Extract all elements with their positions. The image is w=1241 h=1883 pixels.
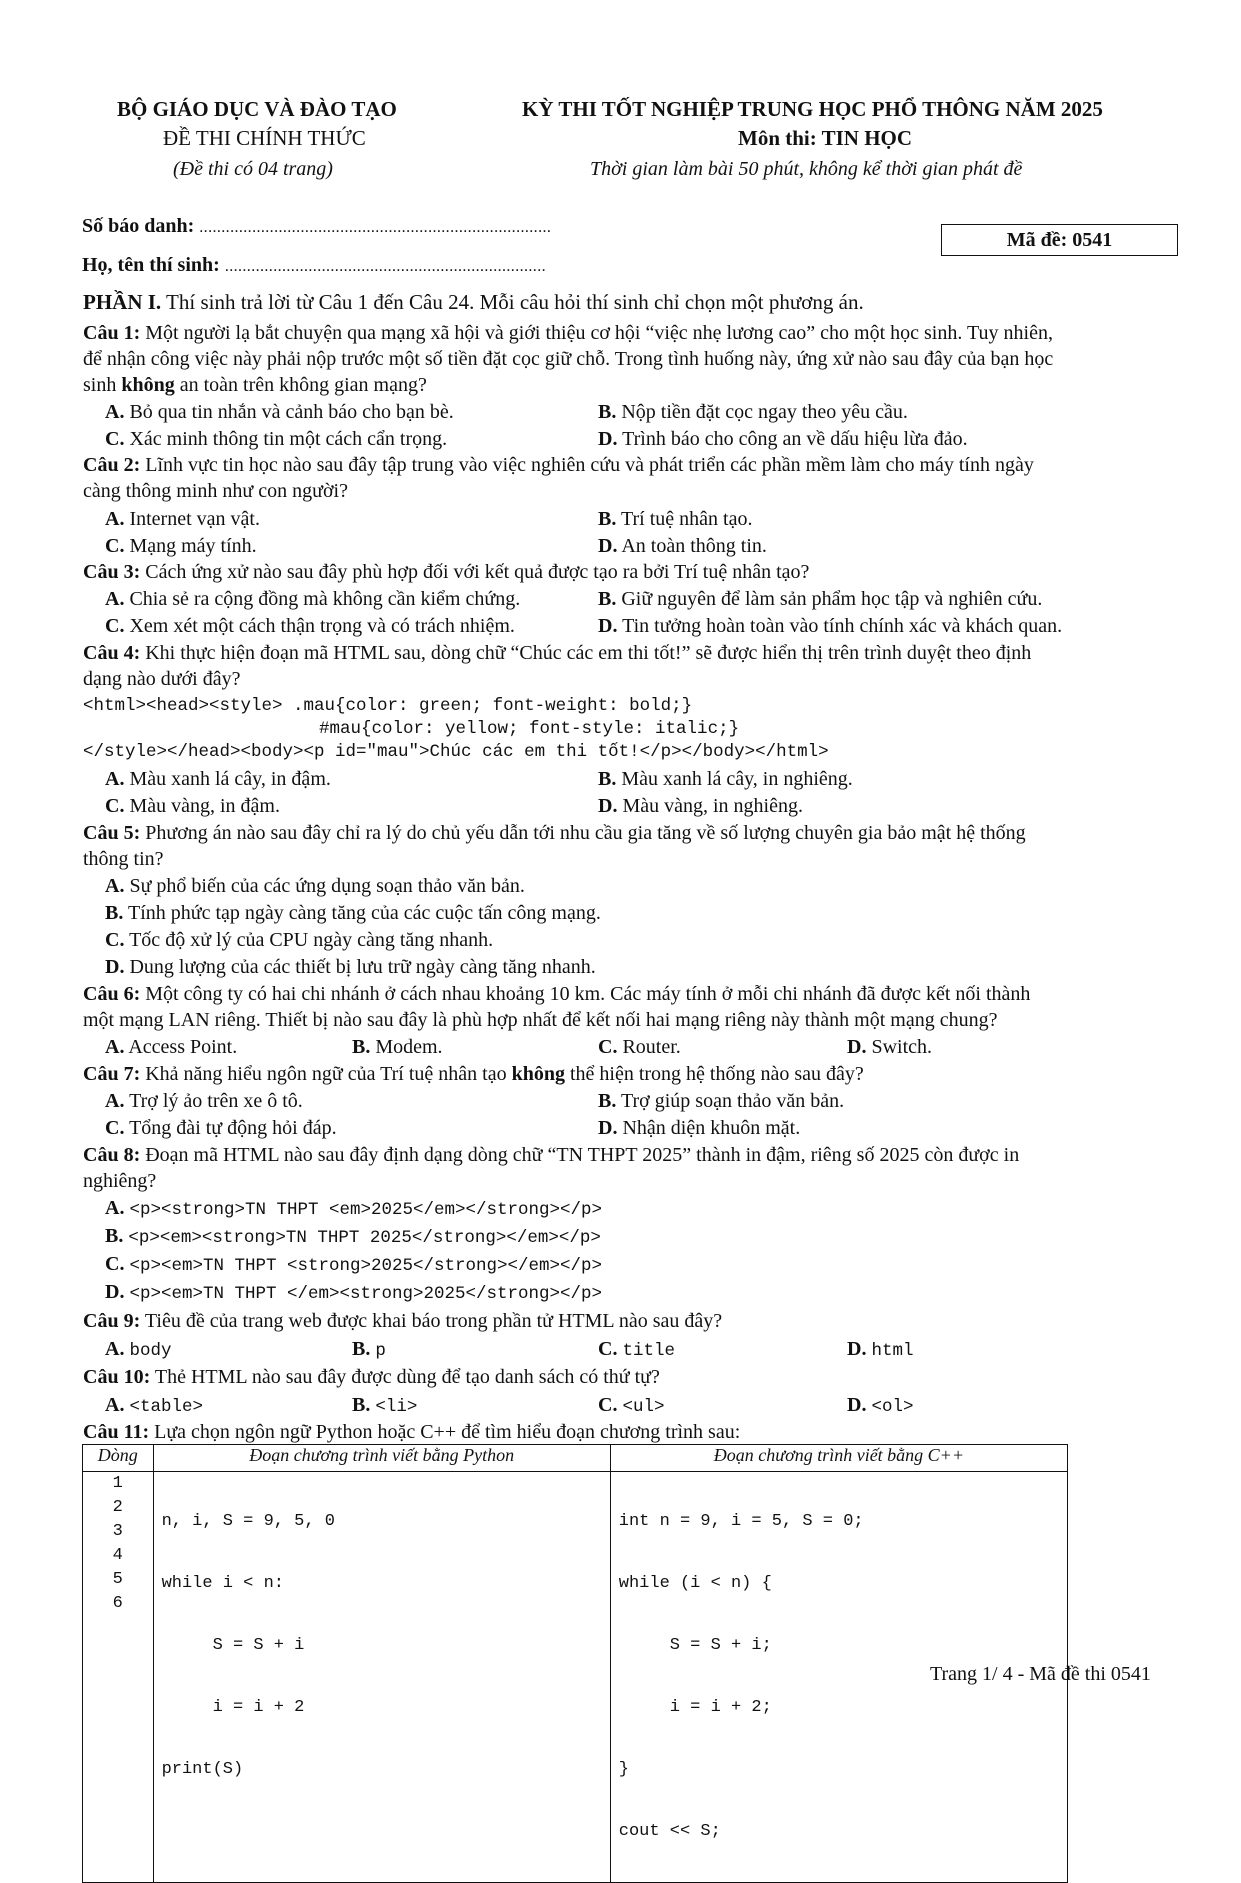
official-label: ĐỀ THI CHÍNH THỨC <box>163 126 366 150</box>
q2-b-text: Trí tuệ nhân tạo. <box>620 508 753 530</box>
q1-line1 <box>83 322 1053 345</box>
q1-option-c <box>105 428 447 451</box>
q10-option-d <box>847 1394 913 1417</box>
q7-d-text: Nhận diện khuôn mặt. <box>622 1117 801 1139</box>
letter-b: B. <box>352 1338 371 1360</box>
q3-b-text: Giữ nguyên để làm sản phẩm học tập và nghiên cứu. <box>621 588 1043 610</box>
q9-option-c <box>598 1338 675 1361</box>
q1-text3b: không <box>121 374 175 396</box>
letter-b: B. <box>105 902 124 924</box>
q6-option-a <box>105 1036 237 1059</box>
q1-c-text: Xác minh thông tin một cách cẩn trọng. <box>129 428 448 450</box>
q8-line2: nghiêng? <box>83 1170 157 1192</box>
q2-option-d <box>598 535 767 558</box>
q1-line3 <box>83 374 427 397</box>
q5-label: Câu 5: <box>83 822 141 844</box>
q4-text1: Khi thực hiện đoạn mã HTML sau, dòng chữ “Chúc các em thi tốt!” sẽ được hiển thị trên trình duyệt theo định <box>140 642 1032 664</box>
letter-d: D. <box>847 1394 867 1416</box>
letter-c: C. <box>105 535 125 557</box>
q6-b-text: Modem. <box>375 1036 443 1058</box>
page-footer: Trang 1/ 4 - Mã đề thi 0541 <box>930 1663 1151 1685</box>
subject-line: Môn thi: TIN HỌC <box>738 126 913 150</box>
q4-option-a <box>105 768 331 791</box>
python-code-cell <box>153 1472 610 1883</box>
q10-b-text: <li> <box>375 1397 418 1417</box>
q3-option-d <box>598 615 1062 638</box>
code-table-header <box>83 1445 1068 1472</box>
exam-title: KỲ THI TỐT NGHIỆP TRUNG HỌC PHỔ THÔNG NĂM 2025 <box>522 97 1103 121</box>
q8-b-text: <p><em><strong>TN THPT 2025</strong></em></p> <box>128 1228 601 1248</box>
python-code-line: print(S) <box>161 1760 244 1779</box>
cpp-code-line: while (i < n) { <box>618 1574 772 1593</box>
q5-option-b <box>105 902 601 925</box>
python-code-line: i = i + 2 <box>161 1698 305 1717</box>
q10-line1 <box>83 1366 660 1389</box>
q9-b-text: p <box>375 1341 386 1361</box>
q7-c-text: Tổng đài tự động hỏi đáp. <box>129 1117 337 1139</box>
q5-option-a <box>105 875 525 898</box>
name-label: Họ, tên thí sinh: <box>82 254 220 276</box>
cpp-code-line: } <box>618 1760 629 1779</box>
sbd-line <box>82 215 551 238</box>
q2-line2: càng thông minh như con người? <box>83 480 348 502</box>
letter-d: D. <box>105 956 125 978</box>
q7-option-d <box>598 1117 800 1140</box>
letter-a: A. <box>105 875 125 897</box>
q7-option-c <box>105 1117 337 1140</box>
q4-code-line2: #mau{color: yellow; font-style: italic;} <box>319 719 740 739</box>
q4-code-line1: <html><head><style> .mau{color: green; font-weight: bold;} <box>83 696 693 716</box>
q4-b-text: Màu xanh lá cây, in nghiêng. <box>621 768 853 790</box>
python-code-line: while i < n: <box>161 1574 284 1593</box>
letter-b: B. <box>105 1225 124 1247</box>
letter-b: B. <box>352 1394 371 1416</box>
q8-option-d <box>105 1281 602 1304</box>
line-number: 6 <box>112 1594 123 1613</box>
q7-a-text: Trợ lý ảo trên xe ô tô. <box>129 1090 303 1112</box>
q6-option-b <box>352 1036 443 1059</box>
q7-option-b <box>598 1090 844 1113</box>
q11-label: Câu 11: <box>83 1421 150 1443</box>
q10-d-text: <ol> <box>871 1397 914 1417</box>
q2-text1: Lĩnh vực tin học nào sau đây tập trung vào việc nghiên cứu và phát triển các phần mềm làm cho máy tính ngày <box>140 454 1034 476</box>
q2-option-c <box>105 535 257 558</box>
q6-c-text: Router. <box>622 1036 681 1058</box>
q2-line1 <box>83 454 1034 477</box>
q3-text1: Cách ứng xử nào sau đây phù hợp đối với kết quả được tạo ra bởi Trí tuệ nhân tạo? <box>140 561 810 583</box>
q1-option-d <box>598 428 968 451</box>
letter-a: A. <box>105 768 125 790</box>
code-table-body <box>83 1472 1068 1883</box>
q3-option-b <box>598 588 1042 611</box>
python-code-line: S = S + i <box>161 1636 305 1655</box>
q9-option-d <box>847 1338 913 1361</box>
line-number: 3 <box>112 1522 123 1541</box>
q5-b-text: Tính phức tạp ngày càng tăng của các cuộc tấn công mạng. <box>127 902 601 924</box>
letter-a: A. <box>105 401 125 423</box>
letter-d: D. <box>105 1281 125 1303</box>
letter-d: D. <box>847 1036 867 1058</box>
q1-a-text: Bỏ qua tin nhắn và cảnh báo cho bạn bè. <box>129 401 454 423</box>
q4-option-d <box>598 795 803 818</box>
q4-label: Câu 4: <box>83 642 141 664</box>
q8-option-c <box>105 1253 602 1276</box>
q10-label: Câu 10: <box>83 1366 151 1388</box>
q2-option-a <box>105 508 260 531</box>
q5-line2: thông tin? <box>83 848 164 870</box>
q3-d-text: Tin tưởng hoàn toàn vào tính chính xác và khách quan. <box>622 615 1063 637</box>
ministry-name: BỘ GIÁO DỤC VÀ ĐÀO TẠO <box>117 97 397 121</box>
letter-b: B. <box>598 401 617 423</box>
line-number-cell <box>83 1472 154 1883</box>
python-code-line <box>162 1820 602 1844</box>
q8-a-text: <p><strong>TN THPT <em>2025</em></strong></p> <box>129 1200 603 1220</box>
q6-line2: một mạng LAN riêng. Thiết bị nào sau đây là phù hợp nhất để kết nối hai mạng riêng này thành một mạng chung? <box>83 1009 998 1031</box>
q1-text1: Một người lạ bắt chuyện qua mạng xã hội và giới thiệu cơ hội “việc nhẹ lương cao” cho một học sinh. Tuy nhiên, <box>140 322 1053 344</box>
col-line-header: Dòng <box>83 1445 154 1472</box>
exam-code-box: Mã đề: 0541 <box>941 224 1178 256</box>
q1-option-b <box>598 401 908 424</box>
letter-b: B. <box>598 588 617 610</box>
q7-line1 <box>83 1063 864 1086</box>
q10-a-text: <table> <box>129 1397 203 1417</box>
line-number: 4 <box>112 1546 123 1565</box>
q3-a-text: Chia sẻ ra cộng đồng mà không cần kiểm chứng. <box>129 588 521 610</box>
q8-c-text: <p><em>TN THPT <strong>2025</strong></em></p> <box>129 1256 603 1276</box>
q1-line2: để nhận công việc này phải nộp trước một số tiền đặt cọc giữ chỗ. Trong tình huống này, ứng xử nào sau đây của bạn học <box>83 348 1054 370</box>
q10-c-text: <ul> <box>622 1397 665 1417</box>
q6-option-c <box>598 1036 681 1059</box>
letter-b: B. <box>598 768 617 790</box>
q4-option-b <box>598 768 853 791</box>
col-python-header: Đoạn chương trình viết bằng Python <box>153 1445 610 1472</box>
q4-d-text: Màu vàng, in nghiêng. <box>622 795 803 817</box>
q1-label: Câu 1: <box>83 322 141 344</box>
q6-line1 <box>83 983 1030 1006</box>
cpp-code-line: i = i + 2; <box>618 1698 772 1717</box>
q9-label: Câu 9: <box>83 1310 141 1332</box>
q9-c-text: title <box>622 1341 675 1361</box>
q8-text1: Đoạn mã HTML nào sau đây định dạng dòng chữ “TN THPT 2025” thành in đậm, riêng số 2025 còn được in <box>140 1144 1020 1166</box>
name-dots: ......................................................................... <box>224 258 547 275</box>
q11-code-table <box>82 1444 1068 1883</box>
q8-label: Câu 8: <box>83 1144 141 1166</box>
q8-line1 <box>83 1144 1019 1167</box>
letter-c: C. <box>598 1338 618 1360</box>
q1-d-text: Trình báo cho công an về dấu hiệu lừa đảo. <box>622 428 968 450</box>
q4-line1 <box>83 642 1031 665</box>
q7-b-text: Trợ giúp soạn thảo văn bản. <box>620 1090 845 1112</box>
q7-text1c: thể hiện trong hệ thống nào sau đây? <box>564 1063 864 1085</box>
q3-line1 <box>83 561 809 584</box>
letter-d: D. <box>598 615 618 637</box>
q9-option-a <box>105 1338 171 1361</box>
letter-d: D. <box>598 1117 618 1139</box>
q6-d-text: Switch. <box>871 1036 933 1058</box>
letter-c: C. <box>105 795 125 817</box>
letter-a: A. <box>105 1197 125 1219</box>
q7-text1a: Khả năng hiểu ngôn ngữ của Trí tuệ nhân tạo <box>140 1063 512 1085</box>
q10-option-c <box>598 1394 664 1417</box>
cpp-code-line: S = S + i; <box>618 1636 772 1655</box>
time-note: Thời gian làm bài 50 phút, không kể thời gian phát đề <box>590 158 1023 180</box>
letter-b: B. <box>598 1090 617 1112</box>
line-number: 5 <box>112 1570 123 1589</box>
q3-option-c <box>105 615 515 638</box>
pages-note: (Đề thi có 04 trang) <box>173 158 333 180</box>
letter-c: C. <box>105 1253 125 1275</box>
q6-text1: Một công ty có hai chi nhánh ở cách nhau khoảng 10 km. Các máy tính ở mỗi chi nhánh đã được kết nối thành <box>140 983 1031 1005</box>
letter-a: A. <box>105 508 125 530</box>
sbd-dots: ................................................................................ <box>199 219 552 236</box>
line-number: 1 <box>112 1474 123 1493</box>
q6-a-text: Access Point. <box>128 1036 238 1058</box>
q9-a-text: body <box>129 1341 172 1361</box>
q9-d-text: html <box>871 1341 914 1361</box>
q8-d-text: <p><em>TN THPT </em><strong>2025</strong></p> <box>129 1284 603 1304</box>
q8-option-b <box>105 1225 601 1248</box>
q7-option-a <box>105 1090 303 1113</box>
q5-option-c <box>105 929 493 952</box>
q2-label: Câu 2: <box>83 454 141 476</box>
q2-a-text: Internet vạn vật. <box>129 508 260 530</box>
cpp-code-line: int n = 9, i = 5, S = 0; <box>618 1512 864 1531</box>
letter-a: A. <box>105 1394 125 1416</box>
letter-a: A. <box>105 1090 125 1112</box>
letter-c: C. <box>105 428 125 450</box>
letter-a: A. <box>105 1036 125 1058</box>
letter-c: C. <box>598 1394 618 1416</box>
letter-a: A. <box>105 1338 125 1360</box>
part1-text: Thí sinh trả lời từ Câu 1 đến Câu 24. Mỗi câu hỏi thí sinh chỉ chọn một phương án. <box>161 290 864 314</box>
letter-a: A. <box>105 588 125 610</box>
q4-c-text: Màu vàng, in đậm. <box>129 795 280 817</box>
line-number: 2 <box>112 1498 123 1517</box>
q5-c-text: Tốc độ xử lý của CPU ngày càng tăng nhanh. <box>129 929 494 951</box>
part1-heading <box>83 290 864 315</box>
python-code-line: n, i, S = 9, 5, 0 <box>161 1512 335 1531</box>
q7-label: Câu 7: <box>83 1063 141 1085</box>
letter-c: C. <box>598 1036 618 1058</box>
q2-c-text: Mạng máy tính. <box>129 535 257 557</box>
q9-line1 <box>83 1310 722 1333</box>
q8-option-a <box>105 1197 602 1220</box>
q5-d-text: Dung lượng của các thiết bị lưu trữ ngày càng tăng nhanh. <box>129 956 596 978</box>
q10-option-b <box>352 1394 417 1417</box>
q9-text1: Tiêu đề của trang web được khai báo trong phần tử HTML nào sau đây? <box>140 1310 723 1332</box>
name-line <box>82 254 546 277</box>
q9-option-b <box>352 1338 386 1361</box>
letter-c: C. <box>105 1117 125 1139</box>
q10-option-a <box>105 1394 203 1417</box>
q2-option-b <box>598 508 752 531</box>
q2-d-text: An toàn thông tin. <box>621 535 767 557</box>
q3-option-a <box>105 588 520 611</box>
q11-line1 <box>83 1421 740 1444</box>
q11-text1: Lựa chọn ngôn ngữ Python hoặc C++ để tìm hiểu đoạn chương trình sau: <box>149 1421 741 1443</box>
q4-a-text: Màu xanh lá cây, in đậm. <box>129 768 331 790</box>
letter-d: D. <box>598 795 618 817</box>
part1-title: PHẦN I. <box>83 290 162 314</box>
q4-code-line3: </style></head><body><p id="mau">Chúc các em thi tốt!</p></body></html> <box>83 742 829 762</box>
q5-option-d <box>105 956 596 979</box>
q4-line2: dạng nào dưới đây? <box>83 668 241 690</box>
q6-label: Câu 6: <box>83 983 141 1005</box>
q4-option-c <box>105 795 280 818</box>
q5-line1 <box>83 822 1026 845</box>
letter-b: B. <box>598 508 617 530</box>
letter-c: C. <box>105 929 125 951</box>
col-cpp-header: Đoạn chương trình viết bằng C++ <box>610 1445 1067 1472</box>
q5-text1: Phương án nào sau đây chỉ ra lý do chủ yếu dẫn tới nhu cầu gia tăng về số lượng chuyên gia bảo mật hệ thống <box>140 822 1026 844</box>
q10-text1: Thẻ HTML nào sau đây được dùng để tạo danh sách có thứ tự? <box>150 1366 660 1388</box>
q1-text3a: sinh <box>83 374 122 396</box>
letter-d: D. <box>598 535 618 557</box>
q7-text1b: không <box>511 1063 565 1085</box>
q5-a-text: Sự phổ biến của các ứng dụng soạn thảo văn bản. <box>129 875 525 897</box>
q3-label: Câu 3: <box>83 561 141 583</box>
q6-option-d <box>847 1036 932 1059</box>
q1-option-a <box>105 401 454 424</box>
letter-d: D. <box>598 428 618 450</box>
letter-d: D. <box>847 1338 867 1360</box>
letter-c: C. <box>105 615 125 637</box>
sbd-label: Số báo danh: <box>82 215 195 237</box>
q1-text3c: an toàn trên không gian mạng? <box>174 374 427 396</box>
letter-b: B. <box>352 1036 371 1058</box>
cpp-code-line: cout << S; <box>618 1822 721 1841</box>
q1-b-text: Nộp tiền đặt cọc ngay theo yêu cầu. <box>621 401 908 423</box>
q3-c-text: Xem xét một cách thận trọng và có trách nhiệm. <box>129 615 515 637</box>
